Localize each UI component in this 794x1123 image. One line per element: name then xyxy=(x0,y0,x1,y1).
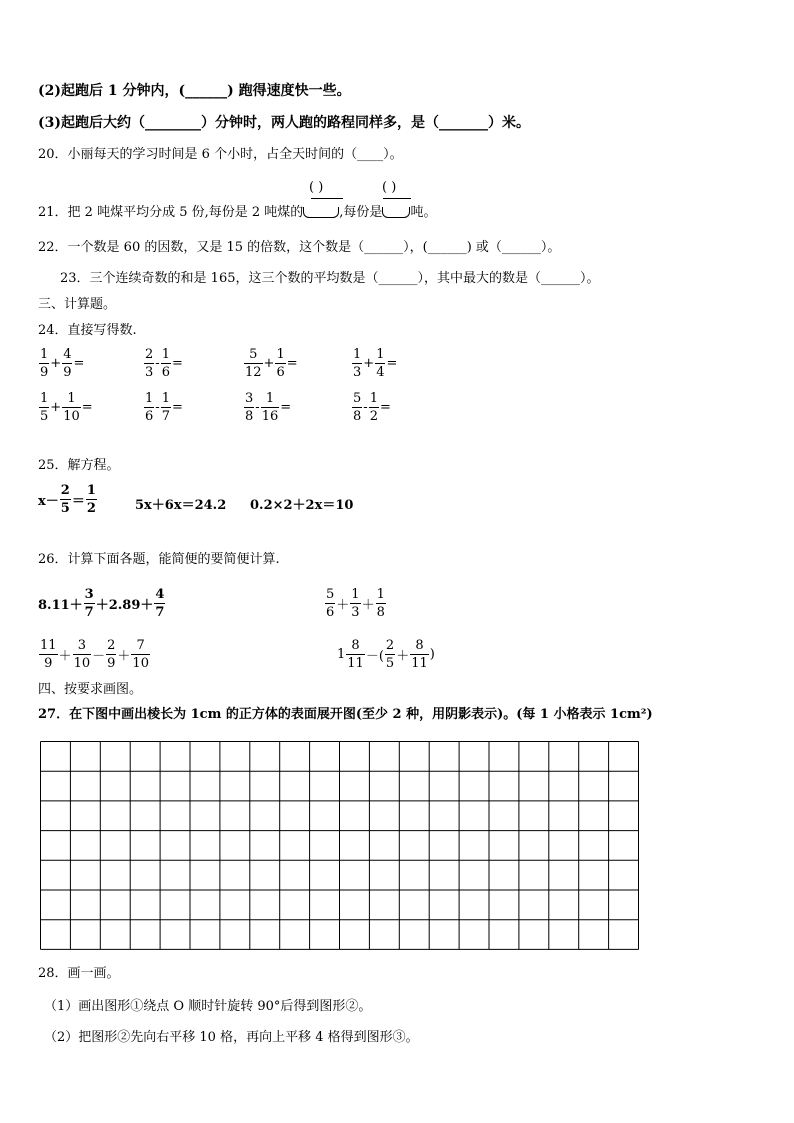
q24-expression: $\frac{1}{9}$ + $\frac{4}{9}$ = xyxy=(40,347,85,380)
question-21 xyxy=(38,205,436,221)
q26-expression-1: 8.11＋ $\frac{3}{7}$ ＋2.89＋ $\frac{4}{7}$ xyxy=(38,587,165,620)
q24-expression: $\frac{2}{3}$ - $\frac{1}{6}$ = xyxy=(145,347,183,380)
q21-text-c: 吨。 xyxy=(410,205,437,220)
q24-expression: $\frac{1}{6}$ - $\frac{1}{7}$ = xyxy=(145,391,183,424)
q24-expression: $\frac{5}{8}$ - $\frac{1}{2}$ = xyxy=(353,391,391,424)
q19-part2: (2)起跑后 1 分钟内，(______) 跑得速度快一些。 xyxy=(38,83,351,99)
q28-part1: （1）画出图形①绕点 O 顺时针旋转 90°后得到图形②。 xyxy=(44,999,372,1014)
q24-expression: $\frac{3}{8}$ - $\frac{1}{16}$ = xyxy=(245,391,292,424)
section-4-heading: 四、按要求画图。 xyxy=(38,682,143,697)
q24-expression: $\frac{1}{3}$ + $\frac{1}{4}$ = xyxy=(353,347,398,380)
q19-part3: (3)起跑后大约（________）分钟时，两人跑的路程同样多，是（_______）米。 xyxy=(38,115,530,131)
q24-expression: $\frac{5}{12}$ + $\frac{1}{6}$ = xyxy=(245,347,298,380)
q21-blank-denominator-1 xyxy=(303,207,339,218)
q25-equation-2: 5x＋6x＝24.2 xyxy=(135,498,227,513)
q26-expression-4: 1 $\frac{8}{11}$ －( $\frac{2}{5}$ ＋ $\frac{8}{11}$ ) xyxy=(337,638,435,671)
question-20: 20．小丽每天的学习时间是 6 个小时，占全天时间的（____）。 xyxy=(38,147,403,162)
q28-part2: （2）把图形②先向右平移 10 格，再向上平移 4 格得到图形③。 xyxy=(44,1030,419,1045)
eq1-x: x－ xyxy=(38,494,59,509)
section-3-heading: 三、计算题。 xyxy=(38,297,117,312)
question-23: 23．三个连续奇数的和是 165，这三个数的平均数是（______），其中最大的数是（______）。 xyxy=(60,271,600,286)
eq1-equals: ＝ xyxy=(71,494,85,509)
q21-fraction-bar-1 xyxy=(311,198,343,199)
q26-expression-3: $\frac{11}{9}$ ＋ $\frac{3}{10}$ － $\frac{2}{9}$ ＋ $\frac{7}{10}$ xyxy=(40,638,149,671)
q21-text-b: ,每份是 xyxy=(339,205,383,220)
q26-expression-2: $\frac{5}{6}$ ＋ $\frac{1}{3}$ ＋ $\frac{1}{8}$ xyxy=(326,587,385,620)
q25-equation-1 xyxy=(38,484,98,515)
q21-fraction-bar-2 xyxy=(383,198,411,199)
eq1-fraction-a: $\frac{2}{5}$ xyxy=(60,483,70,516)
q21-blank-top-2: ( ) xyxy=(382,180,397,195)
q25-equation-3: 0.2×2＋2x＝10 xyxy=(250,498,354,513)
question-26: 26．计算下面各题，能简便的要简便计算. xyxy=(38,552,280,567)
q24-expression: $\frac{1}{5}$ + $\frac{1}{10}$ = xyxy=(40,391,93,424)
q21-blank-denominator-2 xyxy=(382,207,410,218)
q21-text-a: 21．把 2 吨煤平均分成 5 份,每份是 2 吨煤的 xyxy=(38,205,304,220)
question-22: 22．一个数是 60 的因数，又是 15 的倍数，这个数是（______），(______) 或（______）。 xyxy=(38,240,561,255)
question-24: 24．直接写得数. xyxy=(38,323,137,338)
eq1-fraction-b: $\frac{1}{2}$ xyxy=(86,483,96,516)
drawing-grid[interactable] xyxy=(40,741,640,951)
q21-blank-top-1: ( ) xyxy=(309,180,324,195)
question-25: 25．解方程。 xyxy=(38,458,120,473)
question-27: 27．在下图中画出棱长为 1cm 的正方体的表面展开图(至少 2 种，用阴影表示)。(每 1 小格表示 1cm²) xyxy=(38,707,653,722)
question-28: 28．画一画。 xyxy=(38,966,120,981)
